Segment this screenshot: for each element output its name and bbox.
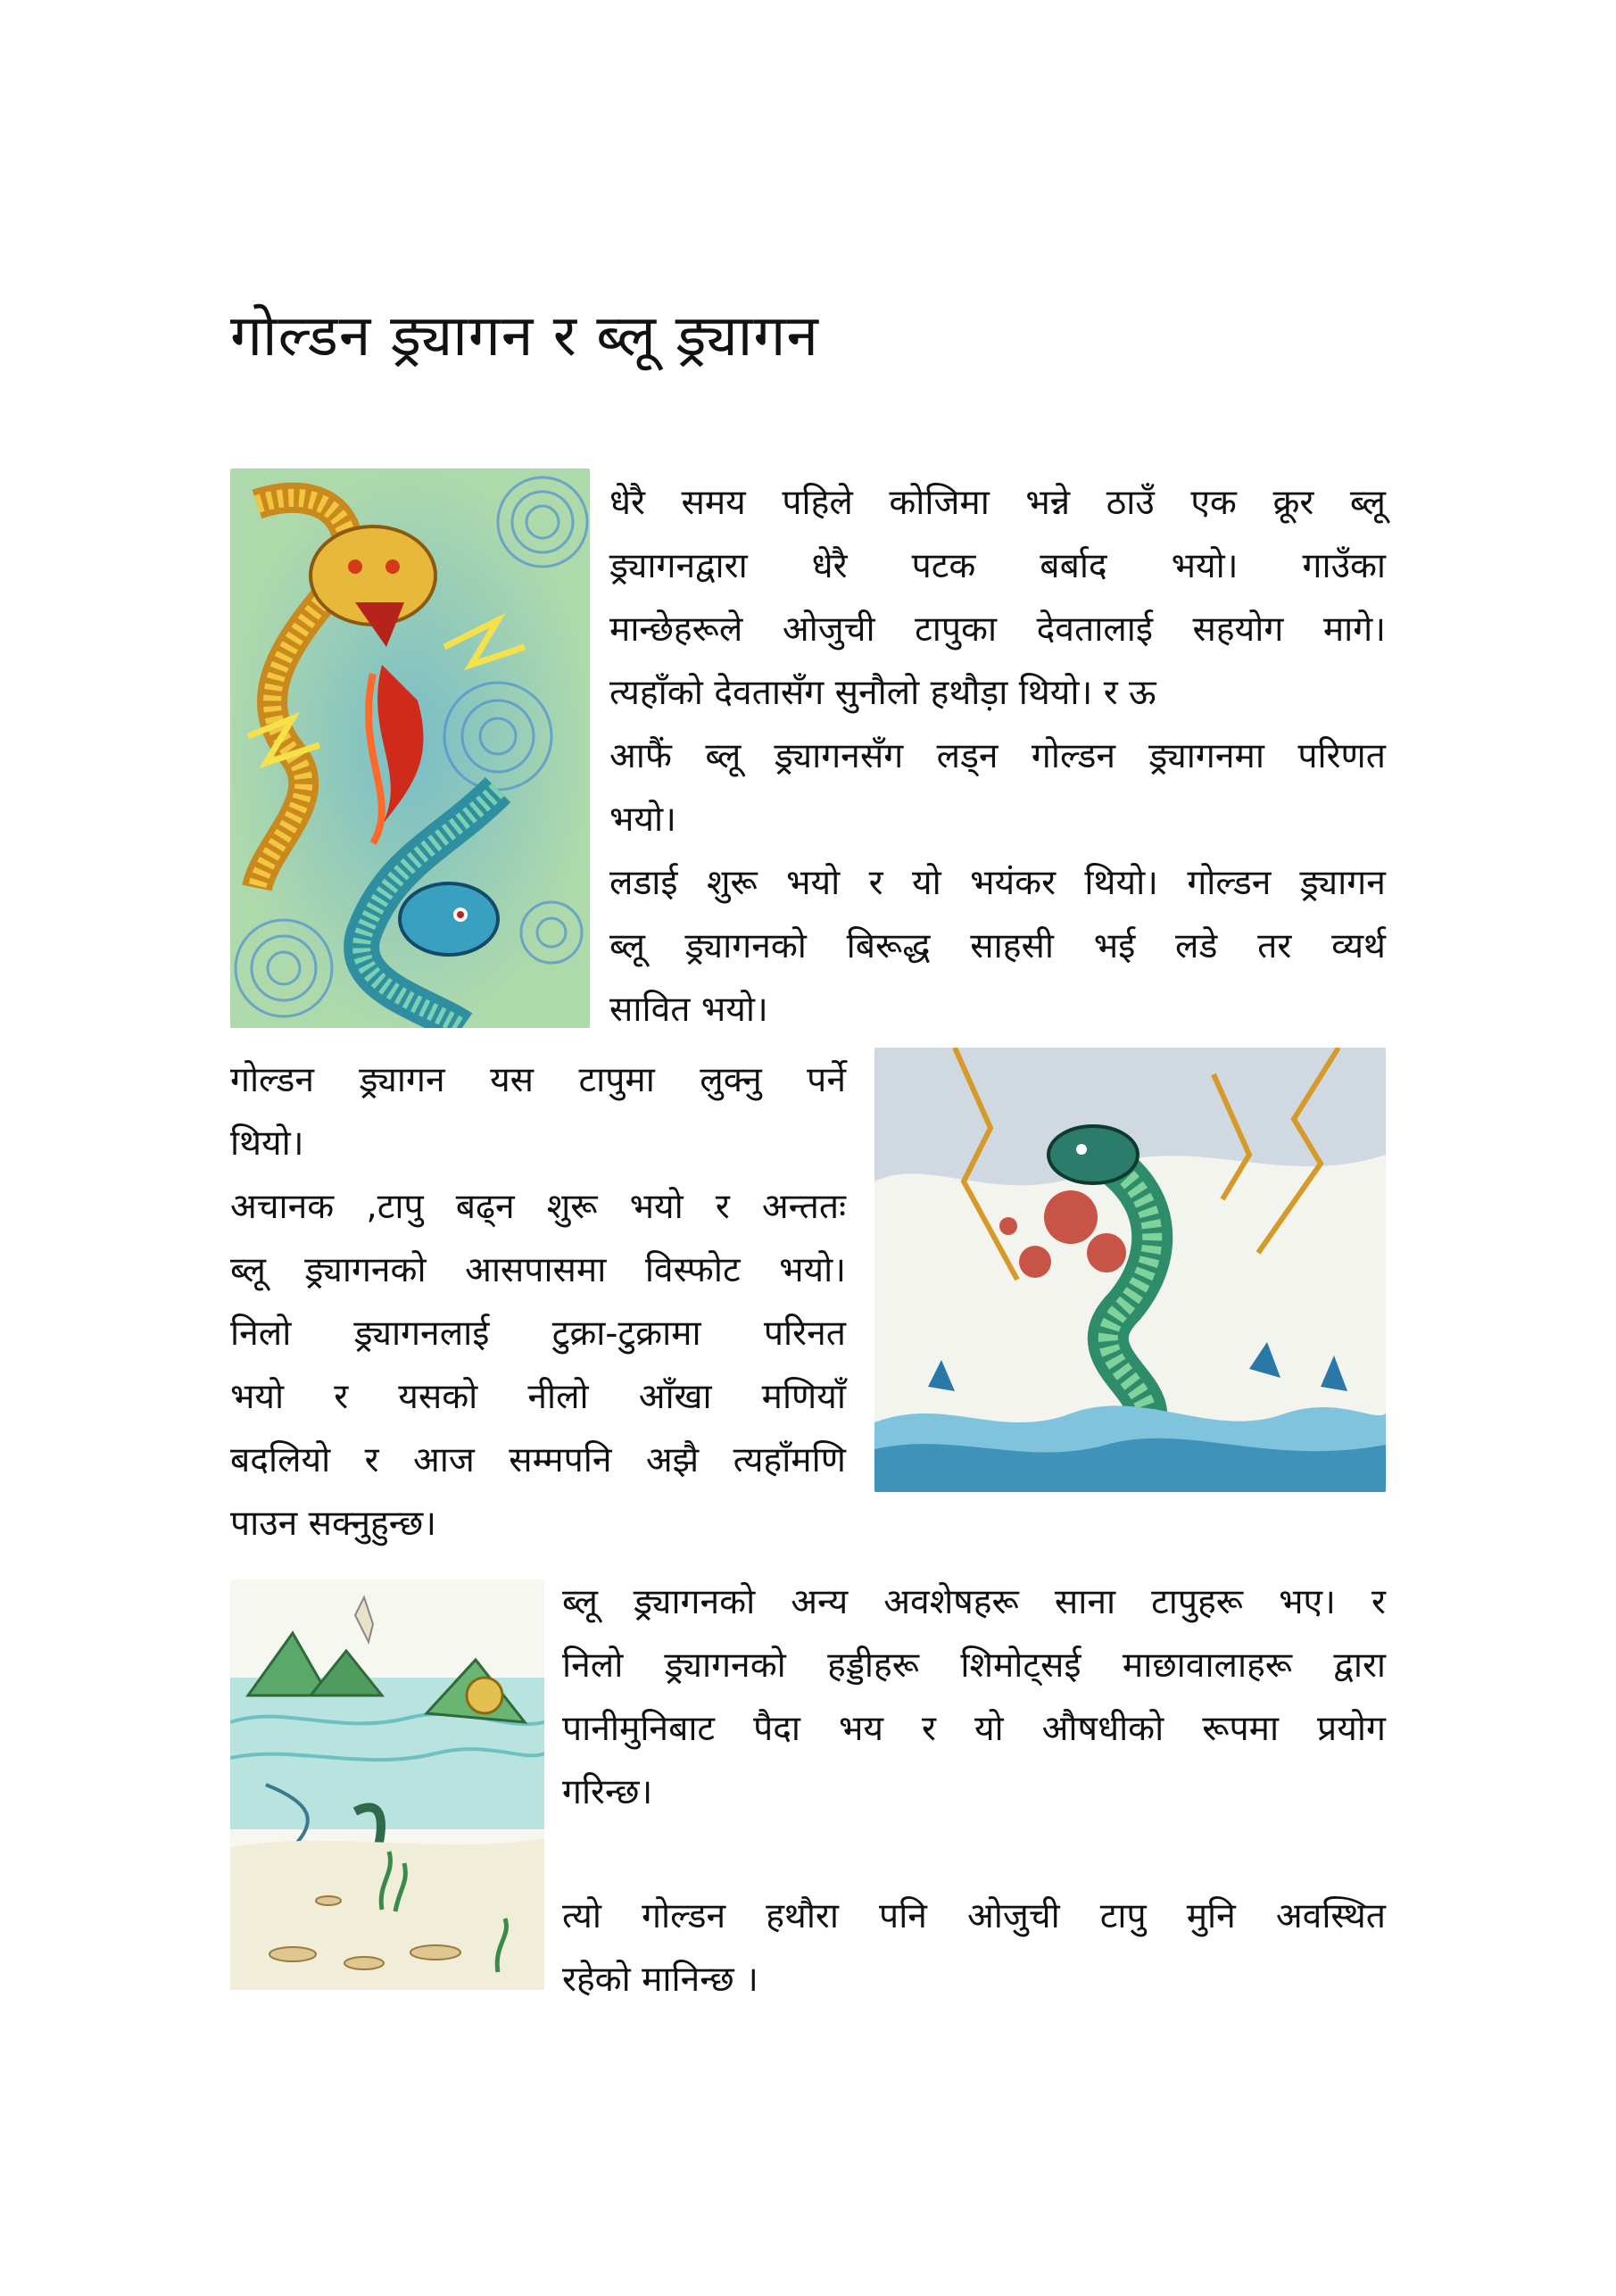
word: समय	[681, 483, 746, 523]
text-line	[609, 535, 1386, 598]
word: र	[364, 1440, 379, 1480]
word: परिणत	[1297, 736, 1386, 776]
word: औषधीको	[1041, 1709, 1164, 1749]
word: ड्र्यागनमा	[1148, 736, 1264, 776]
word: ओजुची	[967, 1896, 1060, 1936]
word: लडे	[1175, 926, 1218, 966]
word: शुरू	[706, 863, 758, 903]
word: ओजुची	[782, 609, 875, 650]
text-line: भयो।	[609, 800, 676, 840]
word: शिमोट्सई	[960, 1645, 1081, 1686]
word: ड्र्यागनलाई	[353, 1314, 490, 1354]
text-line	[609, 598, 1386, 661]
word: यस	[490, 1060, 535, 1100]
word: बदलियो	[230, 1440, 331, 1480]
islands-and-bones-illustration	[230, 1579, 544, 1990]
word: नीलो	[527, 1377, 589, 1417]
text-line	[609, 725, 1386, 788]
word: परिनत	[763, 1314, 846, 1354]
word: भयो।	[1171, 546, 1239, 586]
word: भयो	[629, 1187, 684, 1227]
text-line	[562, 1571, 1386, 1634]
word: देवतालाई	[1036, 609, 1154, 650]
word: गाउँका	[1302, 546, 1386, 586]
word: निलो	[562, 1645, 624, 1686]
word: गोल्डन	[642, 1896, 726, 1936]
text-line: त्यहाँको देवतासँग सुनौलो हथौड़ा थियो। र ऊ	[609, 673, 1156, 713]
word: गोल्डन	[1031, 736, 1115, 776]
word: त्यो	[562, 1896, 602, 1936]
word: अझै	[645, 1440, 700, 1480]
text-line	[230, 1429, 846, 1492]
word: शुरू	[546, 1187, 598, 1227]
text-line: गरिन्छ।	[562, 1772, 653, 1812]
word: आसपासमा	[465, 1250, 607, 1290]
word: लडाई	[609, 863, 678, 903]
word: र	[334, 1377, 349, 1417]
word: बिरूद्ध	[846, 926, 931, 966]
text-line	[230, 1175, 846, 1239]
word: यो	[911, 863, 941, 903]
word: यसको	[398, 1377, 478, 1417]
word: लड्न	[936, 736, 999, 776]
page-title: गोल्डन ड्र्यागन र ब्लू ड्र्यागन	[230, 303, 819, 369]
word: टुक्रा-टुक्रामा	[551, 1314, 701, 1354]
word: सहयोग	[1192, 609, 1284, 650]
word: ठाउँ	[1106, 483, 1155, 523]
word: ,टापु	[366, 1187, 424, 1227]
word: अवशेषहरू	[883, 1582, 1019, 1622]
word: गोल्डन	[1187, 863, 1272, 903]
word: प्रयोग	[1317, 1709, 1386, 1749]
word: पैदा	[753, 1709, 801, 1749]
word: ब्लू	[1349, 483, 1386, 523]
word: साहसी	[970, 926, 1054, 966]
word: धेरै	[811, 546, 848, 586]
word: ब्लू	[705, 736, 742, 776]
story-closing-paragraph	[562, 1885, 1386, 2011]
text-line	[562, 1885, 1386, 1948]
word: आँखा	[638, 1377, 712, 1417]
word: ड्र्यागनको	[664, 1645, 786, 1686]
word: हड्डीहरू	[827, 1645, 920, 1686]
word: निलो	[230, 1314, 292, 1354]
word: माछावालाहरू	[1122, 1645, 1293, 1686]
word: भयो	[786, 863, 841, 903]
word: मणियाँ	[761, 1377, 846, 1417]
text-line: रहेको मानिन्छ ।	[562, 1960, 758, 2000]
word: भन्ने	[1025, 483, 1071, 523]
word: क्रूर	[1272, 483, 1314, 523]
word: ब्लू	[230, 1250, 266, 1290]
word: भयंकर	[970, 863, 1057, 903]
word: पहिले	[782, 483, 853, 523]
word: ड्र्यागनद्वारा	[609, 546, 748, 586]
word: ड्र्यागनको	[634, 1582, 756, 1622]
word: टापुमा	[578, 1060, 655, 1100]
word: एक	[1190, 483, 1237, 523]
exploding-blue-dragon-illustration	[874, 1048, 1386, 1492]
word: यो	[974, 1709, 1004, 1749]
word: आफैं	[609, 736, 672, 776]
text-line	[562, 1697, 1386, 1761]
word: बर्बाद	[1040, 546, 1107, 586]
text-line	[230, 1302, 846, 1365]
word: ड्र्यागनको	[304, 1250, 427, 1290]
word: गोल्डन	[230, 1060, 315, 1100]
word: मुनि	[1186, 1896, 1236, 1936]
text-line	[230, 1049, 846, 1112]
word: भए।	[1279, 1582, 1336, 1622]
word: र	[922, 1709, 936, 1749]
golden-vs-blue-dragon-illustration	[230, 468, 590, 1028]
word: पानीमुनिबाट	[562, 1709, 716, 1749]
word: हथौरा	[766, 1896, 839, 1936]
word: आज	[413, 1440, 475, 1480]
word: बढ्न	[455, 1187, 515, 1227]
word: व्यर्थ	[1331, 926, 1386, 966]
word: र	[715, 1187, 730, 1227]
word: तर	[1257, 926, 1292, 966]
text-line: सावित भयो।	[609, 990, 768, 1030]
word: त्यहाँमणि	[733, 1440, 846, 1480]
word: टापु	[1099, 1896, 1147, 1936]
word: भयो	[230, 1377, 285, 1417]
word: अवस्थित	[1275, 1896, 1386, 1936]
text-line	[609, 851, 1386, 915]
text-line	[609, 471, 1386, 535]
word: भय	[839, 1709, 884, 1749]
word: पटक	[911, 546, 976, 586]
word: पनि	[879, 1896, 927, 1936]
word: थियो।	[1084, 863, 1158, 903]
word: ड्र्यागनसँग	[774, 736, 904, 776]
word: अन्य	[791, 1582, 849, 1622]
word: सम्मपनि	[509, 1440, 612, 1480]
word: र	[1371, 1582, 1386, 1622]
word: ब्लू	[609, 926, 645, 966]
text-line: पाउन सक्नुहुन्छ।	[230, 1504, 437, 1544]
text-line	[562, 1634, 1386, 1697]
word: टापुका	[915, 609, 998, 650]
story-paragraph-2	[230, 1049, 846, 1555]
word: ड्र्यागन	[1299, 863, 1386, 903]
word: साना	[1054, 1582, 1116, 1622]
word: विस्फोट	[644, 1250, 741, 1290]
word: धेरै	[609, 483, 645, 523]
word: अचानक	[230, 1187, 335, 1227]
word: टापुहरू	[1151, 1582, 1244, 1622]
word: भयो।	[779, 1250, 846, 1290]
word: अन्ततः	[761, 1187, 846, 1227]
word: ड्र्यागन	[359, 1060, 445, 1100]
text-line	[230, 1365, 846, 1429]
story-paragraph-3	[562, 1571, 1386, 1824]
text-line	[230, 1239, 846, 1302]
word: भई	[1093, 926, 1136, 966]
word: मान्छेहरूले	[609, 609, 743, 650]
word: ब्लू	[562, 1582, 598, 1622]
word: र	[868, 863, 883, 903]
word: द्वारा	[1333, 1645, 1386, 1686]
word: कोजिमा	[889, 483, 990, 523]
word: मागे।	[1322, 609, 1386, 650]
word: पर्ने	[807, 1060, 846, 1100]
text-line	[609, 915, 1386, 978]
word: रूपमा	[1202, 1709, 1280, 1749]
text-line: थियो।	[230, 1123, 304, 1164]
word: लुक्नु	[700, 1060, 762, 1100]
story-paragraph-1	[609, 471, 1386, 1041]
word: ड्र्यागनको	[684, 926, 807, 966]
